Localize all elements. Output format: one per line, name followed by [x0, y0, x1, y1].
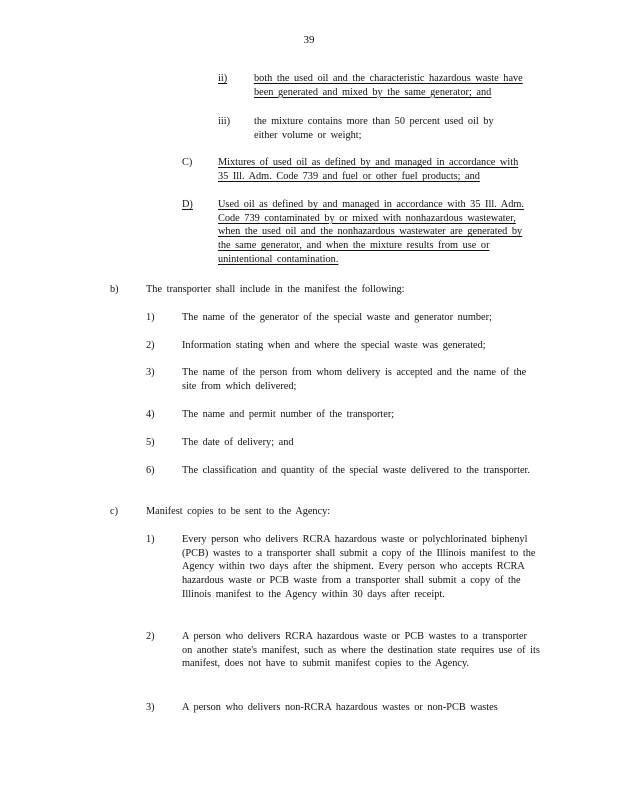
list-item-text: Information stating when and where the special waste was generated; — [182, 340, 486, 351]
section-b — [110, 283, 540, 297]
list-item-label: 4) — [146, 409, 155, 420]
list-item-label: 1) — [146, 312, 155, 323]
list-item-label: 3) — [146, 702, 155, 713]
clause-label: C) — [182, 157, 193, 168]
list-item-label: 2) — [146, 631, 155, 642]
list-item-text: The date of delivery; and — [182, 437, 294, 448]
section-label: b) — [110, 284, 119, 295]
list-item — [146, 339, 540, 353]
list-item — [146, 408, 540, 422]
clause-label: ii) — [218, 73, 228, 84]
clause-text: Mixtures of used oil as defined by and managed in accordance with 35 Ill. Adm. Code 739 and fuel or other fuel products; and — [218, 157, 519, 182]
clause-text: Used oil as defined by and managed in accordance with 35 Ill. Adm. Code 739 contaminated by or mixed with nonhazardous wastewater, when the used oil and the nonhazardous wastewater are generated by the same generator, and when the mixture results from use or unintentional contamination. — [218, 199, 524, 265]
list-item — [146, 701, 540, 715]
list-item-text: A person who delivers non-RCRA hazardous wastes or non-PCB wastes — [182, 702, 498, 713]
list-item-label: 6) — [146, 465, 155, 476]
list-item-text: Every person who delivers RCRA hazardous waste or polychlorinated biphenyl (PCB) wastes to a transporter shall submit a copy of the Illinois manifest to the Agency within two days after the shipment. Every person who accepts RCRA hazardous waste or PCB waste from a transporter shall submit a copy of the Illinois manifest to the Agency within 30 days after receipt. — [182, 534, 536, 600]
list-item-label: 2) — [146, 340, 155, 351]
section-text: The transporter shall include in the manifest the following: — [146, 284, 405, 295]
list-item-text: The name and permit number of the transporter; — [182, 409, 395, 420]
clause-ii — [218, 72, 536, 99]
clause-label: iii) — [218, 116, 231, 127]
list-item — [146, 533, 540, 602]
list-item-text: A person who delivers RCRA hazardous waste or PCB wastes to a transporter on another state's manifest, such as where the destination state requires use of its manifest, does not have to submit manifest copies to the Agency. — [182, 631, 540, 670]
list-item — [146, 436, 540, 450]
list-item-text: The name of the generator of the special waste and generator number; — [182, 312, 492, 323]
list-item — [146, 311, 540, 325]
list-item-label: 3) — [146, 367, 155, 378]
clause-text: the mixture contains more than 50 percent used oil by either volume or weight; — [254, 116, 494, 141]
list-item-label: 1) — [146, 534, 155, 545]
clause-c-upper — [182, 156, 526, 183]
section-text: Manifest copies to be sent to the Agency: — [146, 506, 331, 517]
list-item-text: The classification and quantity of the special waste delivered to the transporter. — [182, 465, 530, 476]
list-item — [146, 366, 540, 393]
list-item — [146, 630, 540, 671]
clause-d-upper — [182, 198, 538, 267]
list-item-label: 5) — [146, 437, 155, 448]
clause-text: both the used oil and the characteristic hazardous waste have been generated and mixed by the same generator; and — [254, 73, 523, 98]
list-item-text: The name of the person from whom delivery is accepted and the name of the site from which delivered; — [182, 367, 527, 392]
clause-label: D) — [182, 199, 193, 210]
clause-iii — [218, 115, 518, 142]
page-number: 39 — [303, 34, 315, 46]
section-label: c) — [110, 506, 118, 517]
section-c — [110, 505, 540, 519]
list-item — [146, 464, 540, 478]
